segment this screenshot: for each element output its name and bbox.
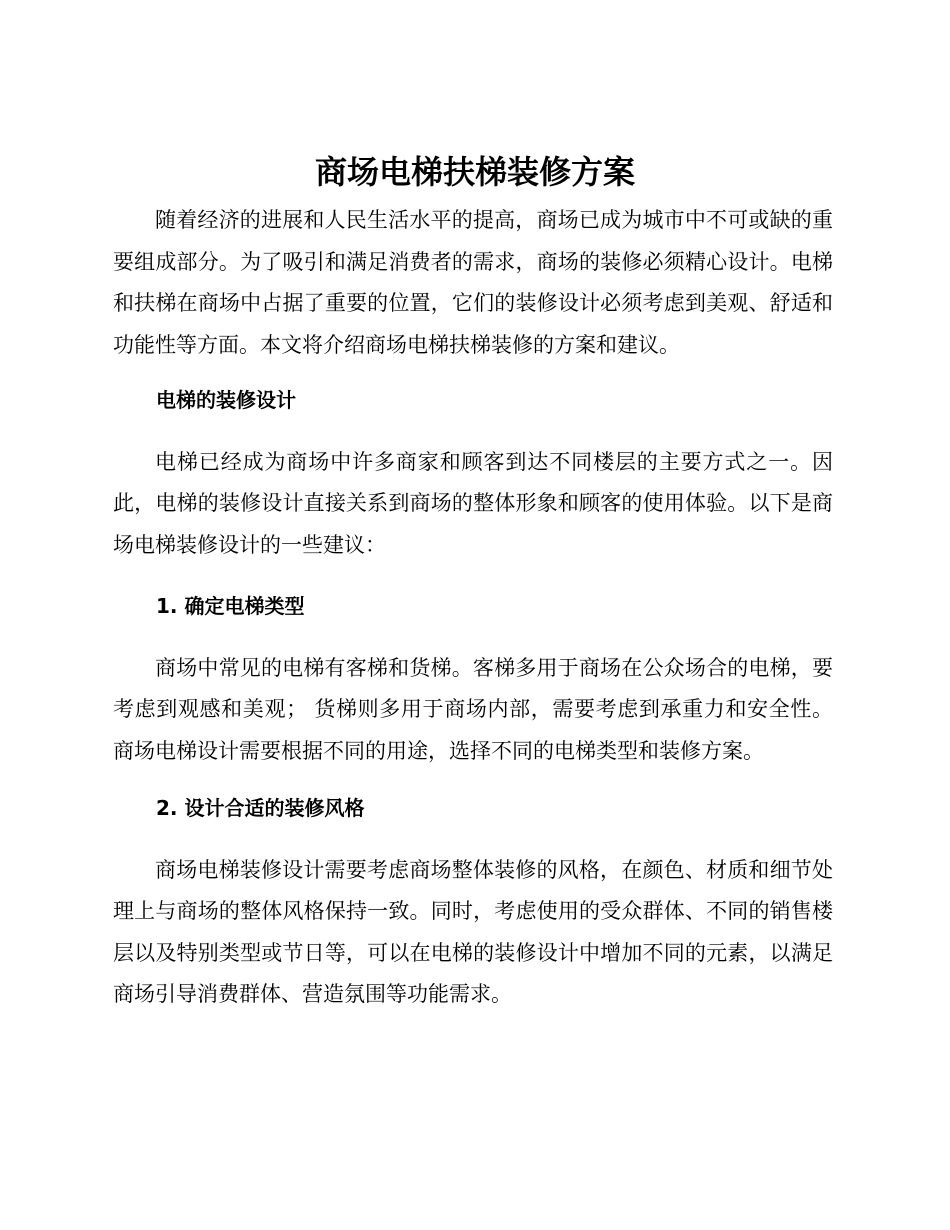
- intro-paragraph: 随着经济的进展和人民生活水平的提高，商场已成为城市中不可或缺的重要组成部分。为了吸引和满足消费者的需求，商场的装修必须精心设计。电梯和扶梯在商场中占据了重要的位置，它们的装修设计必须考虑到美观、舒适和功能性等方面。本文将介绍商场电梯扶梯装修的方案和建议。: [113, 208, 833, 357]
- item-paragraph: 商场电梯装修设计需要考虑商场整体装修的风格，在颜色、材质和细节处理上与商场的整体风格保持一致。同时，考虑使用的受众群体、不同的销售楼层以及特别类型或节日等，可以在电梯的装修设计中增加不同的元素，以满足商场引导消费群体、营造氛围等功能需求。: [113, 857, 833, 1006]
- document-title: 商场电梯扶梯装修方案: [314, 153, 635, 191]
- section-intro-paragraph: 电梯已经成为商场中许多商家和顾客到达不同楼层的主要方式之一。因此，电梯的装修设计直接关系到商场的整体形象和顾客的使用体验。以下是商场电梯装修设计的一些建议：: [113, 449, 833, 557]
- item-heading: 2. 设计合适的装修风格: [156, 796, 365, 820]
- item-heading: 1. 确定电梯类型: [156, 594, 305, 618]
- section-heading: 电梯的装修设计: [156, 388, 296, 412]
- item-paragraph: 商场中常见的电梯有客梯和货梯。客梯多用于商场在公众场合的电梯，要考虑到观感和美观； 货梯则多用于商场内部，需要考虑到承重力和安全性。商场电梯设计需要根据不同的用途，选择不同的电梯类型和装修方案。: [113, 655, 833, 763]
- document-body: [113, 200, 833, 1016]
